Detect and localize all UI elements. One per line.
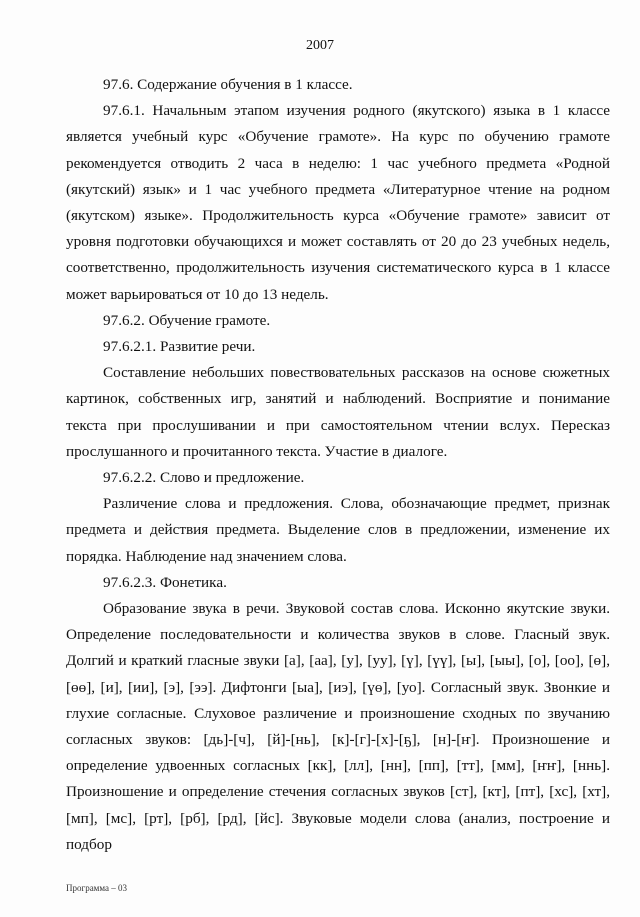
paragraph: 97.6.1. Начальным этапом изучения родного (якутского) языка в 1 классе является учебный курс «Обучение грамоте». На курс по обучению грамоте рекомендуется отводить 2 часа в неделю: 1 час учебного предмета «Родной (якутский) язык» и 1 час учебного предмета «Литературное чтение на родном (якутском) языке». Продолжительность курса «Обучение грамоте» зависит от уровня подготовки обучающихся и может составлять от 20 до 23 учебных недель, соответственно, продолжительность изучения систематического курса в 1 классе может варьироваться от 10 до 13 недель. (66, 102, 610, 303)
section-heading: 97.6.2.3. Фонетика. (103, 573, 227, 591)
paragraph: Образование звука в речи. Звуковой состав слова. Исконно якутские звуки. Определение последовательности и количества звуков в слове. Гласный звук. Долгий и краткий гласные звуки [а], [аа], [у], [уу], [ү], [үү], [ы], [ыы], [о], [оо], [ө], [өө], [и], [ии], [э], [ээ]. Дифтонги [ыа], [иэ], [үө], [уо]. Согласный звук. Звонкие и глухие согласные. Слуховое различение и произношение сходных по звучанию согласных звуков: [дь]-[ч], [й]-[нь], [к]-[г]-[х]-[ҕ], [н]-[ҥ]. Произношение и определение удвоенных согласных [кк], [лл], [нн], [пп], [тт], [мм], [ҥҥ], [ннь]. Произношение и определение стечения согласных звуков [ст], [кт], [пт], [хс], [хт], [мп], [мс], [рт], [рб], [рд], [йс]. Звуковые модели слова (анализ, построение и подбор (66, 600, 610, 853)
paragraph: Составление небольших повествовательных рассказов на основе сюжетных картинок, собственных игр, занятий и наблюдений. Восприятие и понимание текста при прослушивании и при самостоятельном чтении вслух. Пересказ прослушанного и прочитанного текста. Участие в диалоге. (66, 364, 610, 460)
section-heading: 97.6.2. Обучение грамоте. (103, 311, 271, 329)
page-footer: Программа – 03 (66, 883, 128, 893)
section-heading: 97.6.2.1. Развитие речи. (103, 338, 256, 356)
page-number: 2007 (306, 38, 334, 53)
section-heading: 97.6.2.2. Слово и предложение. (103, 469, 305, 487)
section-heading: 97.6. Содержание обучения в 1 классе. (103, 76, 353, 93)
paragraph: Различение слова и предложения. Слова, обозначающие предмет, признак предмета и действия предмета. Выделение слов в предложении, изменение их порядка. Наблюдение над значением слова. (66, 495, 610, 565)
document-body (66, 72, 610, 858)
